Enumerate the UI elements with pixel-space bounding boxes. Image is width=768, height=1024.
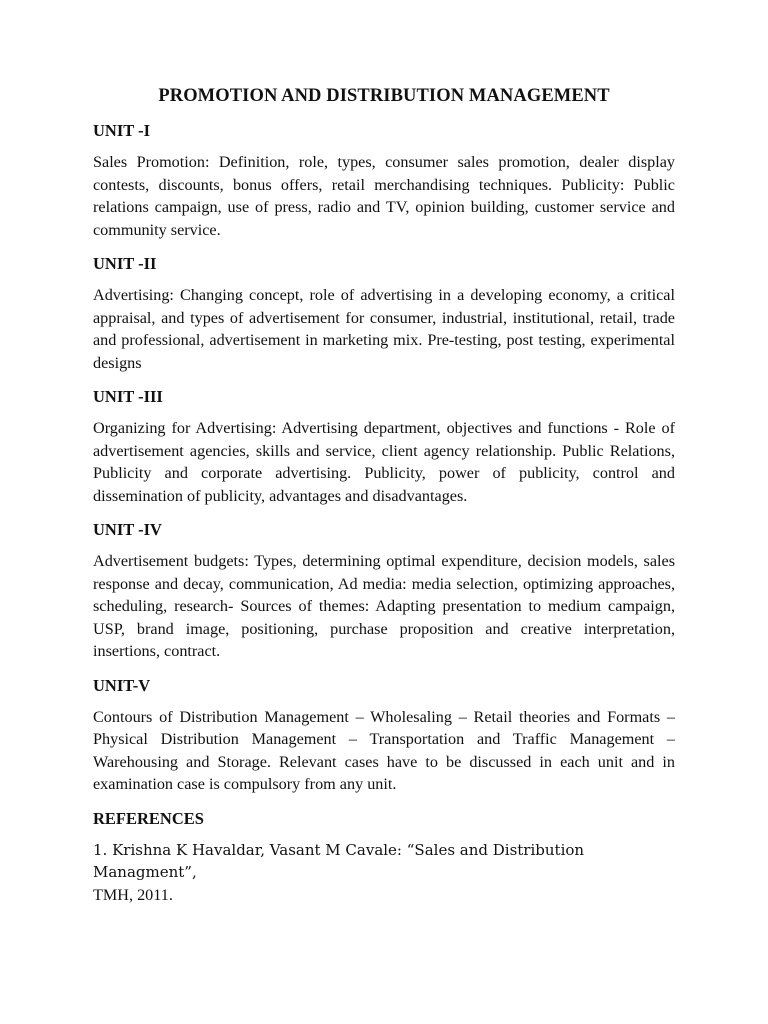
unit-heading: UNIT -III — [93, 387, 163, 406]
unit-text: Advertising: Changing concept, role of advertising in a developing economy, a critical appraisal, and types of advertisement for consumer, industrial, institutional, retail, trade and professional, advertisement in marketing mix. Pre-testing, post testing, experimental designs — [93, 286, 675, 372]
unit-section-4 — [93, 520, 675, 663]
unit-heading: UNIT -IV — [93, 520, 162, 539]
unit-heading: UNIT -I — [93, 121, 151, 140]
document-page — [93, 86, 675, 906]
unit-section-5 — [93, 676, 675, 796]
unit-section-2 — [93, 254, 675, 374]
reference-item — [93, 839, 675, 907]
unit-section-1 — [93, 121, 675, 241]
references-section — [93, 809, 675, 907]
unit-heading: UNIT-V — [93, 675, 151, 695]
unit-text: Sales Promotion: Definition, role, types, consumer sales promotion, dealer display contests, discounts, bonus offers, retail merchandising techniques. Publicity: Public relations campaign, use of press, radio and TV, opinion building, customer service and community service. — [93, 153, 675, 239]
reference-authors: 1. Krishna K Havaldar, Vasant M Cavale: “Sales and Distribution Managment”, — [93, 840, 585, 881]
unit-text: Contours of Distribution Management – Wholesaling – Retail theories and Formats – Physical Distribution Management – Transportation and Traffic Management – Warehousing and Storage. Relevant cases have to be discussed in each unit and in examination case is compulsory from any unit. — [93, 707, 675, 793]
references-heading: REFERENCES — [93, 808, 204, 828]
reference-publisher: TMH, 2011. — [93, 885, 173, 904]
unit-text: Advertisement budgets: Types, determining optimal expenditure, decision models, sales response and decay, communication, Ad media: media selection, optimizing approaches, scheduling, research- Sources of themes: Adapting presentation to medium campaign, USP, brand image, positioning, purchase proposition and creative interpretation, insertions, contract. — [93, 552, 675, 660]
unit-text: Organizing for Advertising: Advertising department, objectives and functions - Role of advertisement agencies, skills and service, client agency relationship. Public Relations, Publicity and corporate advertising. Publicity, power of publicity, control and dissemination of publicity, advantages and disadvantages. — [93, 419, 675, 505]
page-title: PROMOTION AND DISTRIBUTION MANAGEMENT — [158, 86, 610, 106]
unit-section-3 — [93, 387, 675, 507]
unit-heading: UNIT -II — [93, 254, 157, 273]
